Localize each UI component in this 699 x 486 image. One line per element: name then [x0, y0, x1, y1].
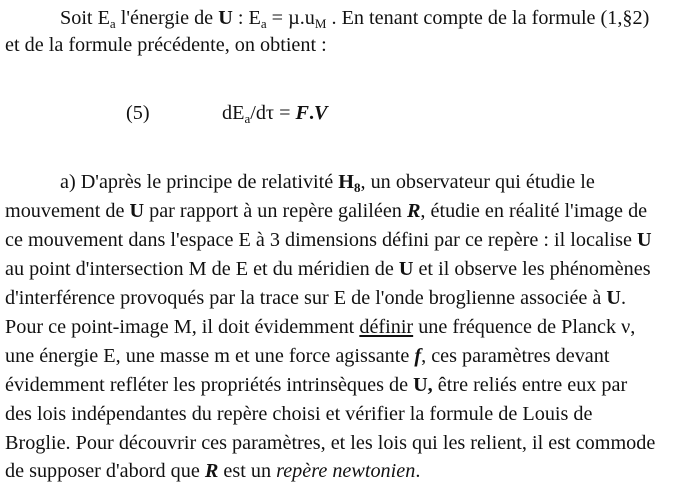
equation: $dE_a/d\tau = F.V$ — [222, 102, 328, 126]
symbol-U: U, — [413, 374, 433, 396]
text-line — [60, 6, 649, 36]
text-span: l'énergie de — [115, 7, 219, 29]
equation-number: (5) — [126, 102, 150, 124]
subscript: a — [260, 16, 267, 31]
symbol-f: f — [414, 345, 422, 367]
text-line: mouvement de U par rapport à un repère galiléen R, étudie en réalité l'image de — [5, 200, 648, 222]
symbol-U: U — [398, 258, 414, 280]
text-line: des lois indépendantes du repère choisi et vérifier la formule de Louis de — [5, 403, 593, 425]
text-line: ce mouvement dans l'espace E à 3 dimensions défini par ce repère : il localise U — [5, 229, 652, 251]
text-span: : E — [232, 7, 261, 29]
symbol-U: U — [606, 287, 622, 309]
text-span: Soit E — [60, 7, 110, 29]
italic-term: repère newtonien — [276, 460, 416, 482]
text-line: Broglie. Pour découvrir ces paramètres, et les lois qui les relient, il est commode — [5, 432, 656, 454]
text-line: d'interférence provoqués par la trace sur E de l'onde broglienne associée à U. — [5, 287, 627, 309]
text-line: Pour ce point-image M, il doit évidemment définir une fréquence de Planck ν, — [5, 316, 636, 338]
symbol-U: U — [637, 229, 652, 251]
text-span: . En tenant compte de la formule (1,§2) — [326, 7, 650, 29]
text-line: a) D'après le principe de relativité $H_8$, un observateur qui étudie le — [60, 171, 595, 195]
symbol-U: U — [129, 200, 145, 222]
text-line: au point d'intersection M de E et du méridien de U et il observe les phénomènes — [5, 258, 651, 280]
symbol-H: H — [338, 171, 354, 193]
symbol-R: R — [204, 460, 219, 482]
text-line: évidemment refléter les propriétés intrinsèques de U, être reliés entre eux par — [5, 374, 628, 396]
symbol-R: R — [406, 200, 421, 222]
subscript: a — [109, 16, 116, 31]
text-span: et de la formule précédente, on obtient : — [5, 34, 327, 56]
symbol-U: U — [218, 7, 233, 29]
text-line — [5, 33, 327, 57]
underlined-word: définir — [359, 316, 414, 338]
text-span: = µ.u — [266, 7, 315, 29]
subscript: M — [314, 16, 327, 31]
text-line: de supposer d'abord que R est un repère newtonien. — [5, 460, 421, 482]
text-line: une énergie E, une masse m et une force agissante f, ces paramètres devant — [5, 345, 610, 367]
